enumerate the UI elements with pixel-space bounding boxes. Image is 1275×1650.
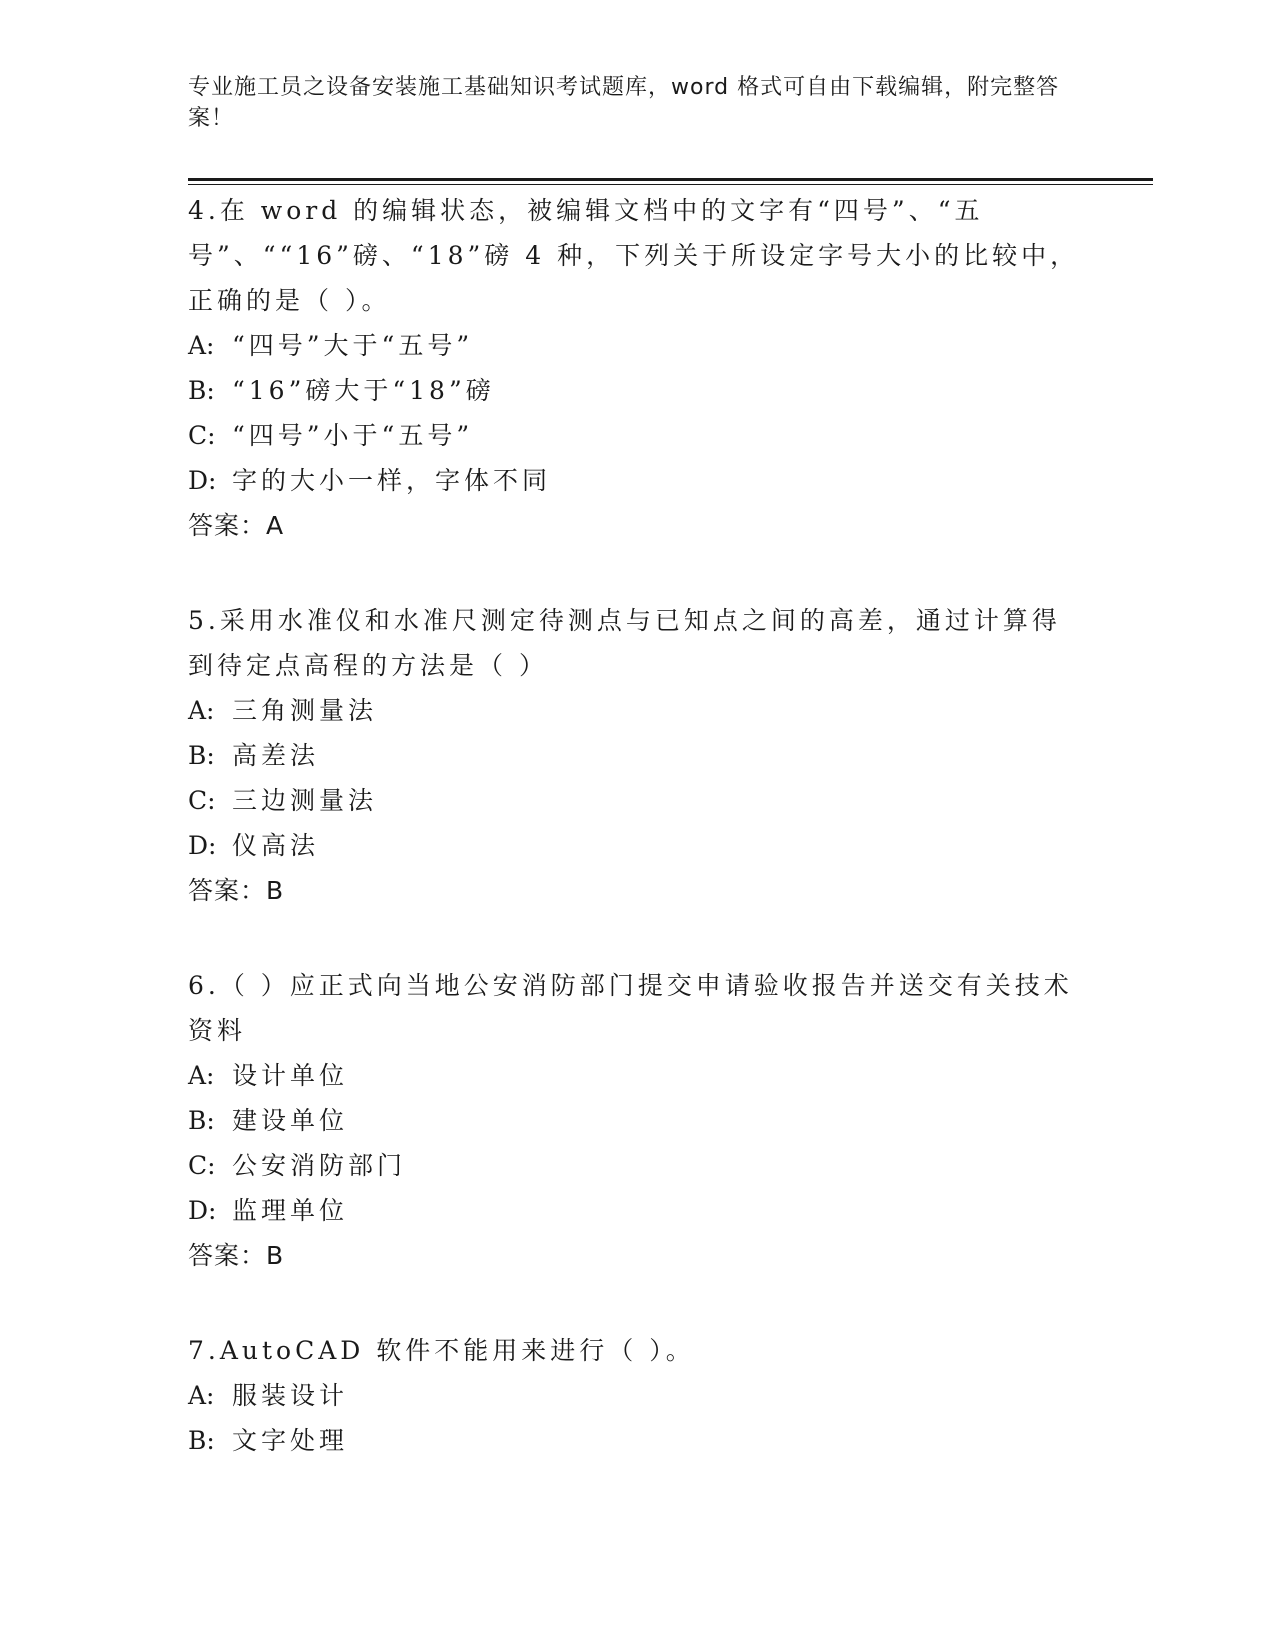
question-5	[188, 598, 1088, 913]
option-label: B:	[188, 1106, 215, 1135]
option-label: B:	[188, 1426, 215, 1455]
question-text: 6.（ ）应正式向当地公安消防部门提交申请验收报告并送交有关技术资料	[188, 971, 1073, 1045]
option-d	[188, 458, 1088, 503]
option-text: 字的大小一样，字体不同	[232, 466, 552, 495]
option-text: 三角测量法	[232, 696, 378, 725]
option-label: A:	[188, 331, 215, 360]
question-6	[188, 963, 1088, 1278]
option-text: “四号”小于“五号”	[232, 421, 474, 450]
question-4	[188, 188, 1088, 548]
header-divider-thick	[188, 178, 1153, 181]
option-c	[188, 778, 1088, 823]
option-a	[188, 688, 1088, 733]
option-text: 监理单位	[232, 1196, 349, 1225]
option-b	[188, 1098, 1088, 1143]
option-b	[188, 733, 1088, 778]
option-c	[188, 413, 1088, 458]
question-text: 7.AutoCAD 软件不能用来进行（ ）。	[188, 1336, 695, 1365]
answer: 答案：B	[188, 876, 285, 905]
option-label: D:	[188, 1196, 217, 1225]
option-label: A:	[188, 696, 215, 725]
option-label: C:	[188, 421, 216, 450]
option-label: C:	[188, 786, 216, 815]
option-text: “四号”大于“五号”	[232, 331, 474, 360]
option-text: 设计单位	[232, 1061, 349, 1090]
option-label: B:	[188, 741, 215, 770]
option-label: D:	[188, 831, 217, 860]
option-c	[188, 1143, 1088, 1188]
option-a	[188, 1053, 1088, 1098]
question-text: 5.采用水准仪和水准尺测定待测点与已知点之间的高差，通过计算得到待定点高程的方法是（ ）	[188, 606, 1061, 680]
option-label: D:	[188, 466, 217, 495]
option-a	[188, 1373, 1088, 1418]
option-label: C:	[188, 1151, 216, 1180]
option-b	[188, 368, 1088, 413]
option-text: 服装设计	[232, 1381, 349, 1410]
option-text: 高差法	[232, 741, 320, 770]
option-label: A:	[188, 1061, 215, 1090]
option-d	[188, 1188, 1088, 1233]
option-b	[188, 1418, 1088, 1463]
option-label: B:	[188, 376, 215, 405]
document-header: 专业施工员之设备安装施工基础知识考试题库，word 格式可自由下载编辑，附完整答案！	[188, 75, 1060, 131]
header-divider-thin	[188, 184, 1153, 185]
option-text: 三边测量法	[232, 786, 378, 815]
option-a	[188, 323, 1088, 368]
question-list	[188, 188, 1088, 1509]
option-text: 仪高法	[232, 831, 320, 860]
question-text: 4.在 word 的编辑状态，被编辑文档中的文字有“四号”、“五号”、““16”磅、“18”磅 4 种，下列关于所设定字号大小的比较中，正确的是（ ）。	[188, 196, 1080, 315]
answer: 答案：A	[188, 511, 285, 540]
option-d	[188, 823, 1088, 868]
option-text: 建设单位	[232, 1106, 349, 1135]
option-text: 文字处理	[232, 1426, 349, 1455]
question-7	[188, 1328, 1088, 1463]
answer: 答案：B	[188, 1241, 285, 1270]
option-text: 公安消防部门	[232, 1151, 407, 1180]
option-label: A:	[188, 1381, 215, 1410]
option-text: “16”磅大于“18”磅	[232, 376, 495, 405]
